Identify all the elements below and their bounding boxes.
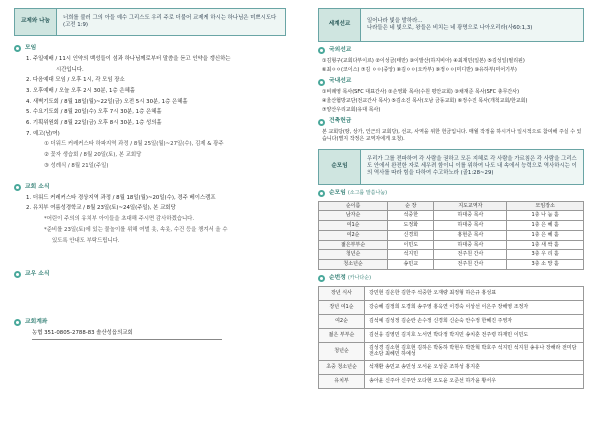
table-row: 여2순 신경희 홍현준 목사 1층 은 혜 홀 [319, 230, 584, 240]
table-row: 청년순 석지민 전주원 간사 3층 우 리 홀 [319, 250, 584, 260]
list-item: 3. 오후예배 / 오늘 오후 2시 30분, 1층 은혜홀 [26, 87, 136, 94]
list-item: 있도록 안내도 부탁드립니다. [52, 237, 120, 244]
table-row: 젊은부부순 이민도 하대중 목사 1층 새 싹 홀 [319, 240, 584, 250]
order-banner [318, 149, 584, 185]
service-table [318, 286, 584, 390]
overseas-list [318, 58, 584, 74]
list-item: ④울산협방교단(전교간사 목사) ⑤김소진 목사(오남 금동교회) ⑥정수진 목사(개척교회/한교회) [322, 97, 528, 104]
bullet-icon [14, 184, 21, 191]
table-header-row [319, 201, 584, 211]
worship-list [14, 56, 286, 170]
section-news-title: 교회 소식 [14, 184, 286, 192]
section-overseas-title: 국외선교 [318, 47, 584, 55]
banner-tag: 세계선교 [319, 9, 361, 41]
banner-tag: 순모임 [319, 150, 361, 184]
list-item: ①비례영 목사(SFC 대표간사) ②손영화 목사(수원 평안교회) ③채재준 목사(SFC 총무간사) [322, 89, 520, 96]
column-header: 모임장소 [507, 201, 584, 211]
list-item: 2. 유치부 여름성경학교 / 8월 23일(토)~24일(주일), 본 교회당 [26, 205, 176, 212]
section-account-title: 교회계좌 [14, 319, 286, 327]
list-item: ⑥최ㅇㅇ(코이스) ⑦김 ㅇㅇ(중앙) ⑧김ㅇㅇ(오카부) ⑨정ㅇㅇ(미디반) ⑩유하부(미어기부) [322, 66, 517, 73]
bullet-icon [318, 190, 325, 197]
table-row: 젊은 부부순 김선웅 김영민 김지호 노서연 박다정 박지민 송치훈 전주령 하재민 이민도 [319, 328, 584, 342]
banner-verse: 너희를 불러 그의 아들 예수 그리스도 우리 주로 더불어 교제케 하시는 하나님은 미쁘시도다 (고전 1:9) [63, 14, 277, 28]
list-item: 6. 기획위원회 / 8월 22일(금) 오후 8시 30분, 1층 성의홀 [26, 119, 162, 126]
fellowship-banner [14, 8, 286, 36]
column-header: 순 장 [388, 201, 434, 211]
bullet-icon [318, 275, 325, 282]
account-number: 농협 351-0805-2788-83 솔산성읍의교회 [32, 330, 222, 339]
table-row: 초중 청소년순 석재환 송민교 송민성 오서윤 오성준 조하성 홍지훈 [319, 361, 584, 375]
bullet-icon [14, 271, 21, 278]
list-item: 2. 다음예대 모임 / 오후 1시, 각 모임 장소 [26, 77, 125, 84]
list-item: 시간입니다. [56, 66, 84, 73]
bullet-icon [318, 79, 325, 86]
list-item: 7. 예고(남/여) [26, 130, 60, 137]
table-row: 남자순 석중한 하대중 목사 1층 나 눔 홀 [319, 211, 584, 221]
table-row: 청년순 김성경 김소현 김호현 김하은 박동하 박현우 박찬혁 박호주 석지민 석지원 송유나 장해라 전미담 전소담 최혜민 하예성 [319, 342, 584, 361]
bullet-icon [318, 47, 325, 54]
list-item: ⑦양산우리교회(유대 목사) [322, 106, 381, 113]
mission-banner [318, 8, 584, 42]
building-text: 본 교회당(땅, 상가, 인근의 교회당), 선교, 사역을 위한 헌금입니다. 매월 작정을 하시거나 일시적으로 참여해 주실 수 있습니다(별지 작정은 교역자에게 요청). [322, 129, 582, 142]
list-item: ③ 성례식 / 8월 21일(주일) [44, 162, 109, 169]
list-item: ①김형구(교회다부이르) ②이성금(태만) ③이발산(하지비아) ④최재민(일본) ⑤김성일(필리핀) [322, 57, 525, 64]
table-row: 장년 식사 강민현 김온한 김한주 석중한 오재량 최정형 하은규 홍성표 [319, 286, 584, 300]
order-table [318, 201, 584, 270]
bullet-icon [14, 319, 21, 326]
banner-tag: 교제와 나눔 [15, 9, 57, 35]
table-row: 청소년순 송민교 전주원 간사 3층 소 망 홀 [319, 260, 584, 270]
list-item: ① 더워드 커레커스타 하파지역 과정 / 8월 25일(월)~27일(수), 김제 & 광주 [44, 141, 224, 148]
section-worship-title: 모임 [14, 45, 286, 53]
table-row: 유치부 송아윤 신주아 신주안 오다현 오도윤 오준선 하가윤 황서우 [319, 375, 584, 389]
bullet-icon [318, 119, 325, 126]
list-item: 5. 수요기도회 / 8월 20일(수) 오후 7시 30분, 1층 은혜홀 [26, 109, 162, 116]
news-list [14, 195, 286, 245]
column-header: 순이름 [319, 201, 388, 211]
list-item: 4. 새벽기도회 / 8월 18일(월)~22일(금) 오전 5시 30분, 1층 은혜홀 [26, 98, 188, 105]
section-domestic-title: 국내선교 [318, 78, 584, 86]
table-row: 장년 여1순 강승혜 김정희 도경희 송주영 홍옥연 이경숙 이상선 이은주 장해영 조정자 [319, 300, 584, 314]
section-members-title: 교우 소식 [14, 271, 286, 279]
section-service-title: 순번정 (카나다순) [318, 275, 584, 283]
list-item: *준비를 23일(토)에 있는 물놀이를 위해 여벌 옷, 속옷, 수건 등을 챙겨서 올 수 [44, 226, 228, 233]
banner-verse: 우리가 그를 전파하여 각 사람을 권하고 모든 지혜로 각 사람을 가르침은 각 사람을 그리스도 안에서 완전한 자로 세우려 함이니 이를 위하여 나도 내 속에서 능력으로 역사하시는 이의 역사를 따라 힘을 다하여 수고하노라 (골1:28~29) [367, 155, 577, 177]
section-order-title: 순모임 (소그룹 말씀나눔) [318, 190, 584, 198]
table-row: 여2순 김석예 김성정 김순란 손수정 신경희 신순숙 안수정 한혜진 주영자 [319, 314, 584, 328]
list-item: ② 꽃자 생습회 / 8월 20일(토), 본 교회당 [44, 152, 142, 158]
bullet-icon [14, 45, 21, 52]
list-item: 1. 주일예배 / 11시 인약의 백성들이 섬과 하나님께로부터 말씀을 듣고 인약을 갱신하는 [26, 55, 231, 62]
right-page [300, 0, 600, 424]
banner-verse: 일어나라 빛을 발하라... 나라들은 네 빛으로, 왕들은 비치는 네 광명으로 나아오리라(사60:1,3) [367, 17, 533, 31]
list-item: *어린이 주의의 유치부 아이들을 초대해 주시면 감사하겠습니다. [44, 216, 195, 223]
section-building-title: 건축헌금 [318, 118, 584, 126]
table-row: 여1순 도정화 하대중 목사 1층 은 혜 홀 [319, 221, 584, 231]
domestic-list [318, 89, 584, 113]
column-header: 지도교역자 [434, 201, 507, 211]
list-item: 1. 더워드 커레커스타 경상지역 과정 / 8월 18일(월)~20일(수), 경주 베이스캠프 [26, 194, 216, 201]
